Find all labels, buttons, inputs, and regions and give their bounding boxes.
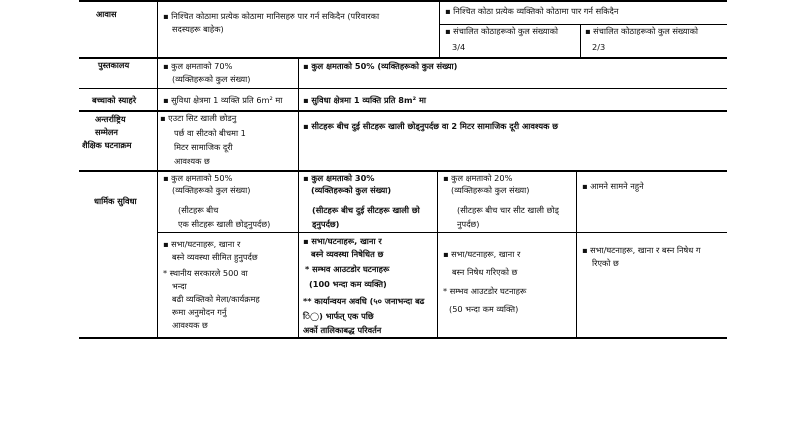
rel-bot-c2-line7: अर्को तालिकाबद्ध परिवर्तन: [303, 325, 382, 335]
row-divider: [79, 110, 727, 112]
row-label-childcare: बच्चाको स्याहरे: [92, 95, 137, 105]
rel-bot-c3-line4: (50 भन्दा कम व्यक्ति): [449, 304, 519, 314]
rel-top-c1-line2: (व्यक्तिहरूको कुल संख्या): [172, 185, 251, 195]
intl-col1-line2: पर्छ वा सीटको बीचमा 1: [174, 128, 246, 138]
library-col1-line2: (व्यक्तिहरूको कुल संख्या): [172, 74, 251, 84]
rel-bot-c3-line1: ▪ सभा/घटनाहरू, खाना र: [443, 249, 521, 259]
housing-col1-line2: सदस्यहरू बाहेक): [172, 24, 224, 34]
library-col1-line1: ▪ कुल क्षमताको 70%: [163, 61, 233, 71]
table-bottom-border: [79, 337, 727, 339]
row-divider: [439, 24, 727, 25]
rel-bot-c4-line2: रिएको छ: [592, 258, 619, 268]
rel-top-c1-line1: ▪ कुल क्षमताको 50%: [163, 173, 233, 183]
rel-bot-c1-line7: आवश्यक छ: [172, 320, 208, 330]
rel-top-c1-line4: एक सीटहरू खाली छोड्नुपर्दछ): [178, 219, 271, 229]
row-divider: [79, 57, 727, 59]
housing-col2-header: ▪ निश्चित कोठा प्रत्येक व्यक्तिको कोठामा पार गर्न सकिदैन: [445, 6, 619, 16]
rel-top-c1-line3: (सीटहरू बीच: [178, 205, 219, 215]
rel-top-c3-line3: (सीटहरू बीच चार सीट खाली छोड्: [457, 205, 559, 215]
rel-bot-c2-line4: (100 भन्दा कम व्यक्ति): [309, 279, 387, 289]
label-column-divider: [157, 0, 158, 338]
rel-top-c2-line2: (व्यक्तिहरूको कुल संख्या): [311, 185, 392, 195]
column-divider: [298, 57, 299, 170]
housing-col2a-line1: ▪ संचालित कोठाहरूको कुल संख्याको: [445, 26, 558, 36]
housing-col2b-line2: 2/3: [592, 42, 606, 52]
rel-bot-c3-line3: * सम्भव आउटडोर घटनाहरू: [443, 286, 527, 296]
rel-top-c4-line1: ▪ आमने सामने नहुने: [582, 181, 644, 191]
rel-bot-c2-line3: * सम्भव आउटडोर घटनाहरू: [305, 264, 390, 274]
table-top-border: [79, 0, 727, 2]
row-label-intl-line3: शैक्षिक घटनाक्रम: [82, 140, 132, 150]
intl-col1-line3: मिटर सामाजिक दूरी: [174, 142, 233, 152]
row-label-housing: आवास: [96, 9, 117, 19]
row-label-intl-line2: सम्मेलन: [95, 127, 118, 137]
row-divider: [158, 232, 727, 233]
intl-col1-line1: ▪ एउटा सिट खाली छोडनु: [160, 113, 237, 123]
housing-col1-line1: ▪ निश्चित कोठामा प्रत्येक कोठामा मानिसहरु पार गर्न सकिदैन (परिवारका: [163, 11, 380, 21]
row-divider: [79, 88, 727, 89]
childcare-col2: ▪ सुविधा क्षेत्रमा 1 व्यक्ति प्रति 8m² मा: [303, 95, 426, 105]
rel-bot-c4-line1: ▪ सभा/घटनाहरू, खाना र बस्न निषेध ग: [582, 245, 701, 255]
row-label-religious: धार्मिक सुविधा: [94, 196, 137, 206]
column-divider: [298, 170, 299, 338]
row-label-library: पुस्तकालय: [98, 60, 130, 70]
column-divider: [580, 24, 581, 57]
rel-bot-c1-line6: रूमा अनुमोदन गर्नु: [172, 307, 227, 317]
rel-top-c3-line4: नुपर्दछ): [457, 219, 480, 229]
housing-col2b-line1: ▪ संचालित कोठाहरूको कुल संख्याको: [585, 26, 698, 36]
column-divider: [576, 170, 577, 338]
rel-top-c2-line4: ड्नुपर्दछ): [312, 219, 340, 229]
column-divider: [437, 170, 438, 338]
column-divider: [439, 0, 440, 57]
rel-bot-c3-line2: बस्न निषेध गरिएको छ: [452, 267, 518, 277]
rel-bot-c2-line5: ** कार्यान्वयन अवधि (५० जनाभन्दा बढ: [303, 296, 425, 306]
row-label-intl-line1: अन्तर्राष्ट्रिय: [95, 114, 126, 124]
rel-bot-c1-line3: * स्थानीय सरकारले 500 वा: [163, 268, 248, 278]
intl-col1-line4: आवश्यक छ: [174, 156, 210, 166]
rel-bot-c2-line2: बस्ने व्यवस्था निषेधित छ: [311, 249, 384, 259]
row-divider: [79, 170, 727, 172]
library-col2: ▪ कुल क्षमताको 50% (व्यक्तिहरूको कुल संख्या): [303, 61, 458, 71]
rel-top-c3-line1: ▪ कुल क्षमताको 20%: [443, 173, 513, 183]
rel-bot-c1-line5: बढी व्यक्तिको मेला/कार्यक्रमह: [172, 294, 260, 304]
rel-bot-c1-line2: बस्ने व्यवस्था सीमित हुनुपर्दछ: [172, 252, 258, 262]
housing-col2a-line2: 3/4: [452, 42, 466, 52]
rel-bot-c1-line4: भन्दा: [172, 281, 187, 291]
rel-bot-c2-line1: ▪ सभा/घटनाहरू, खाना र: [303, 236, 382, 246]
rel-top-c2-line3: (सीटहरू बीच दुई सीटहरू खाली छो: [312, 205, 420, 215]
rel-bot-c1-line1: ▪ सभा/घटनाहरू, खाना र: [163, 239, 241, 249]
intl-col2: ▪ सीटहरू बीच दुई सीटहरू खाली छोड्नुपर्दछ वा 2 मिटर सामाजिक दूरी आवश्यक छ: [303, 121, 558, 131]
childcare-col1: ▪ सुविधा क्षेत्रमा 1 व्यक्ति प्रति 6m² मा: [163, 95, 283, 105]
rel-top-c3-line2: (व्यक्तिहरूको कुल संख्या): [451, 185, 530, 195]
rel-top-c2-line1: ▪ कुल क्षमताको 30%: [303, 173, 375, 183]
rel-bot-c2-line6: ि◯) भार्फत् एक पछि: [303, 311, 374, 321]
